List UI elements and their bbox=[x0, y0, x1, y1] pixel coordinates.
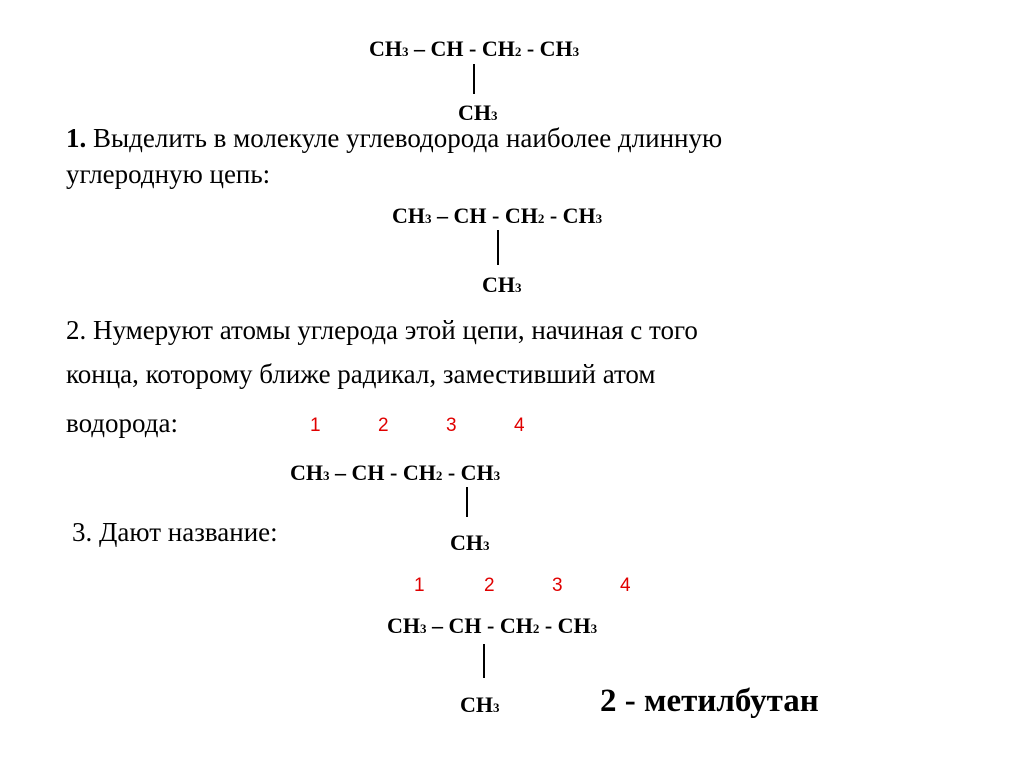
carbon-number: 2 bbox=[378, 415, 389, 436]
methyl-group: CH3 bbox=[460, 692, 500, 717]
step-1-text: 1. Выделить в молекуле углеводорода наиболее длинную bbox=[66, 123, 723, 153]
carbon-numbering-2 bbox=[414, 575, 631, 597]
formula-2: CH3 – CH - CH2 - CH3 bbox=[392, 203, 603, 228]
step-2-line-3: водорода: bbox=[66, 408, 178, 438]
carbon-number: 1 bbox=[310, 415, 321, 436]
carbon-number: 3 bbox=[552, 575, 563, 596]
bond-line bbox=[497, 230, 499, 265]
bond-line bbox=[473, 64, 475, 94]
carbon-numbering-1 bbox=[310, 415, 525, 437]
compound-name: 2 - метилбутан bbox=[600, 683, 819, 719]
methyl-group: CH3 bbox=[482, 272, 522, 297]
step-2-line-2: конца, которому ближе радикал, заместивший атом bbox=[66, 359, 656, 389]
step-3-text: 3. Дают название: bbox=[72, 517, 278, 547]
formula-4: CH3 – CH - CH2 - CH3 bbox=[387, 613, 598, 638]
step-2-line-1: 2. Нумеруют атомы углерода этой цепи, начиная с того bbox=[66, 315, 698, 345]
formula-1: CH3 – CH - CH2 - CH3 bbox=[369, 36, 580, 61]
carbon-number: 4 bbox=[514, 415, 525, 436]
bond-line bbox=[466, 487, 468, 517]
bond-line bbox=[483, 644, 485, 678]
step-1-text-line2: углеродную цепь: bbox=[66, 159, 271, 189]
carbon-number: 3 bbox=[446, 415, 457, 436]
methyl-group: CH3 bbox=[450, 530, 490, 555]
carbon-number: 2 bbox=[484, 575, 495, 596]
carbon-number: 4 bbox=[620, 575, 631, 596]
formula-3: CH3 – CH - CH2 - CH3 bbox=[290, 460, 501, 485]
methyl-group: CH3 bbox=[458, 100, 498, 125]
carbon-number: 1 bbox=[414, 575, 425, 596]
